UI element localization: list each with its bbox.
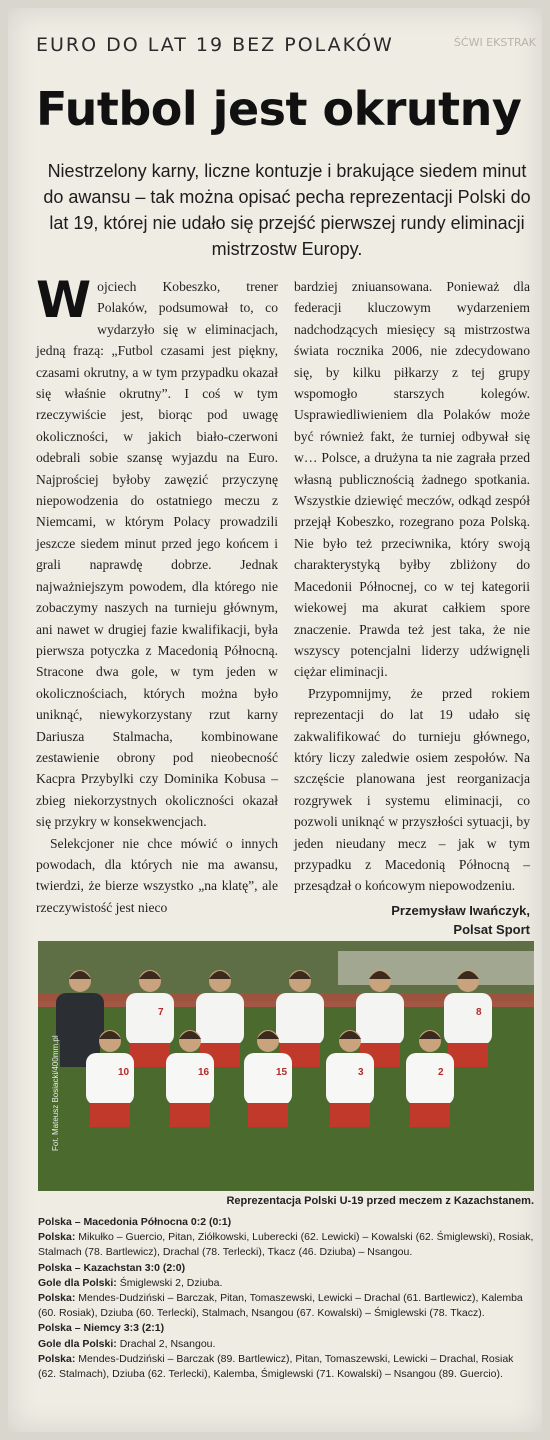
match-line — [38, 1291, 534, 1321]
shirt-number: 15 — [276, 1067, 288, 1078]
match-line-label: Polska: — [38, 1352, 79, 1365]
drop-cap: W — [36, 271, 92, 329]
shirt-number: 10 — [118, 1067, 130, 1078]
match-line-text: Śmiglewski 2, Dziuba. — [119, 1276, 223, 1289]
shirt-number: 2 — [438, 1067, 444, 1078]
photo-caption: Reprezentacja Polski U-19 przed meczem z Kazachstanem. — [226, 1195, 534, 1207]
match-line-label: Gole dla Polski: — [38, 1276, 120, 1289]
match-results — [38, 1215, 534, 1382]
shirt-number: 7 — [158, 1007, 164, 1018]
team-photo-illustration — [38, 941, 534, 1191]
lead-paragraph: Niestrzelony karny, liczne kontuzje i brakujące siedem minut do awansu – tak można opisać pecha reprezentacji Polski do lat 19, której nie udało się przejść pierwszej rundy eliminacji mistrzostw Europy. — [43, 161, 531, 259]
photo-credit — [51, 1035, 60, 1151]
article-column-left — [36, 271, 278, 918]
headline: Futbol jest okrutny — [36, 82, 522, 136]
match-line — [38, 1276, 534, 1291]
byline-author: Przemysław Iwańczyk, — [391, 902, 530, 918]
shirt-number: 3 — [358, 1067, 364, 1078]
section-kicker: EURO DO LAT 19 BEZ POLAKÓW — [36, 34, 394, 56]
match-line-text: Mendes-Dudziński – Barczak, Pitan, Tomaszewski, Lewicki – Drachal (61. Bartlewicz), Kalemba (60. Rosiak), Dziuba (60. Terlecki), Stalmach, Nsangou (67. Kowalski) – Śmiglewski (78. Tkacz). — [38, 1292, 523, 1320]
match-line-text: Mendes-Dudziński – Barczak (89. Bartlewicz), Pitan, Tomaszewski, Lewicki – Drachal, Rosiak (62. Stalmach), Dziuba (62. Terlecki), Kalemba, Śmiglewski (71. Kowalski) – Nsangou (89. Guercio). — [38, 1352, 514, 1381]
team-photo — [38, 941, 534, 1191]
match-title: Polska – Niemcy 3:3 (2:1) — [38, 1322, 165, 1335]
match-line — [38, 1230, 534, 1260]
byline — [294, 901, 530, 939]
shirt-number: 16 — [198, 1067, 210, 1078]
shirt-number: 8 — [476, 1007, 482, 1018]
match-line-label: Polska: — [38, 1231, 79, 1244]
match-line-text: Drachal 2, Nsangou. — [119, 1337, 216, 1350]
article-paragraph: Przypomnijmy, że przed rokiem reprezentacji do lat 19 udało się zakwalifikować do turnieju głównego, który liczy zaledwie osiem zespołów. Na szczęście planowana jest reorganizacja rozgrywek i systemu eliminacji, co pozwoli uniknąć w przyszłości sytuacji, by jeden nieudany mecz – jak w tym przypadku z Macedonią Północną – przesądzał o końcowym niepowodzeniu. — [294, 685, 530, 894]
match-line-label: Polska: — [38, 1292, 79, 1305]
byline-outlet: Polsat Sport — [453, 921, 530, 937]
match-line — [38, 1352, 534, 1382]
svg-text:Fot. Mateusz Bosiacki/400mm.pl: Fot. Mateusz Bosiacki/400mm.pl — [51, 1035, 60, 1151]
match-line — [38, 1337, 534, 1352]
match-line-text: Mikułko – Guercio, Pitan, Ziółkowski, Luberecki (62. Lewicki) – Kowalski (62. Śmiglewski), Rosiak, Stalmach (78. Bartlewicz), Drachal (78. Terlecki), Tkacz (46. Dziuba) – Nsangou. — [38, 1231, 534, 1259]
match-line-label: Gole dla Polski: — [38, 1337, 120, 1350]
match-title: Polska – Macedonia Północna 0:2 (0:1) — [38, 1216, 232, 1228]
bleed-through-text: ŚĆWI EKSTRAK — [453, 36, 536, 49]
match-title: Polska – Kazachstan 3:0 (2:0) — [38, 1261, 186, 1274]
article-paragraph: bardziej zniuansowana. Ponieważ dla federacji kluczowym wydarzeniem nadchodzących miesięcy są mistrzostwa świata rocznika 2006, nie zdecydowano się, by kilku piłkarzy z tej grupy wspomogło starszych kolegów. Usprawiedliwieniem dla Polaków może być również fakt, że turniej odbywał się w… Polsce, a drużyna ta nie zagrała przed własną publicznością żadnego spotkania. Wszystkie dziewięć meczów, odkąd zespół przejął Kobeszko, rozegrano poza Polską. Nie było też przeciwnika, który swoją charakterystyką byłby zbliżony do Macedonii Północnej, co w tej kategorii wiekowej ma akurat całkiem spore znaczenie. Prawda też jest taka, że nie wszyscy potencjalni liderzy udźwignęli ciężar eliminacji. — [294, 279, 530, 680]
article-paragraph: Selekcjoner nie chce mówić o innych powodach, dla których nie ma awansu, twierdzi, że bierze wszystko „na klatę”, ale rzeczywistość jest nieco — [36, 835, 278, 915]
article-column-right — [294, 276, 530, 939]
newspaper-page — [8, 8, 542, 1432]
article-paragraph: Wojciech Kobeszko, trener Polaków, podsumował to, co wydarzyło się w eliminacjach, jedną frazą: „Futbol czasami jest piękny, czasami okrutny, a w tym przypadku okazał się właśnie okrutny”. I coś w tym rzeczywiście jest, biorąc pod uwagę okoliczności, w jakich biało-czerwoni odebrali sobie szansę wyjazdu na Euro. Najprościej byłoby zawęzić przyczynę niepowodzenia do ostatniego meczu z Niemcami, w którym Polacy prowadzili jeszcze siedem minut przed jego końcem i grali naprawdę dobrze. Jednak najważniejszym powodem, dla którego nie zobaczymy naszych na turnieju głównym, ani nawet w drugiej fazie kwalifikacji, była pierwsza potyczka z Macedonią Północną. Stracone dwa gole, w tym jeden w okolicznościach, których można było uniknąć, niewykorzystany rzut karny Dariusza Stalmacha, kombinowane zestawienie obrony pod nieobecność Kacpra Przybylki czy Dominika Kobusa – zbieg niekorzystnych okoliczności okazał się przykry w konsekwencjach. — [36, 271, 278, 830]
